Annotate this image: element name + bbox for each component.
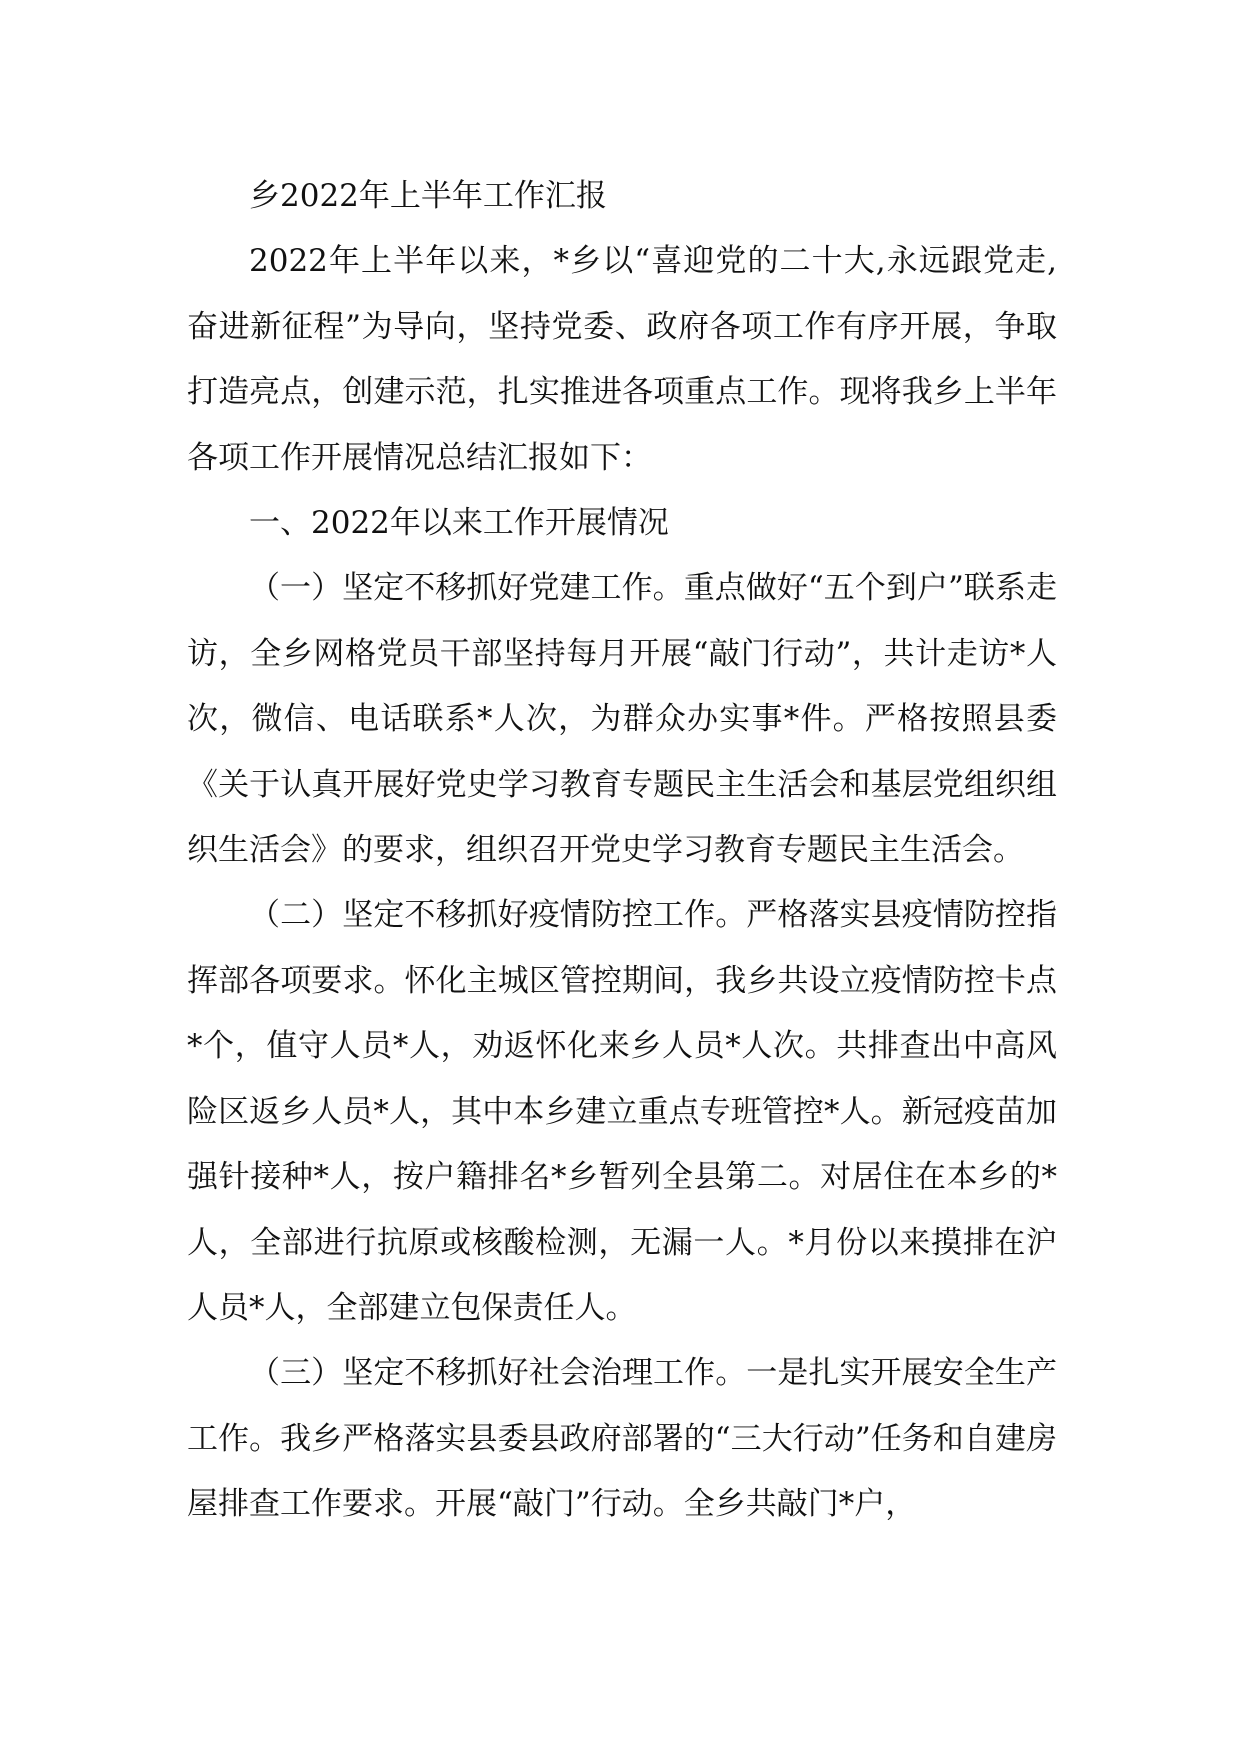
paragraph-party-building: （一）坚定不移抓好党建工作。重点做好“五个到户”联系走访，全乡网格党员干部坚持每月开展“敲门行动”，共计走访*人次，微信、电话联系*人次，为群众办实事*件。严格按照县委《关于认真开展好党史学习教育专题民主生活会和基层党组织组织生活会》的要求，组织召开党史学习教育专题民主生活会。 <box>187 570 1057 869</box>
section-heading-1: 一、2022年以来工作开展情况 <box>249 505 669 542</box>
paragraph-intro: 2022年上半年以来，*乡以“喜迎党的二十大,永远跟党走,奋进新征程”为导向，坚持党委、政府各项工作有序开展，争取打造亮点，创建示范，扎实推进各项重点工作。现将我乡上半年各项工作开展情况总结汇报如下： <box>187 243 1057 476</box>
document-title: 乡2022年上半年工作汇报 <box>249 178 607 214</box>
paragraph-social-governance: （三）坚定不移抓好社会治理工作。一是扎实开展安全生产工作。我乡严格落实县委县政府部署的“三大行动”任务和自建房屋排查工作要求。开展“敲门”行动。全乡共敲门*户， <box>187 1355 1057 1523</box>
paragraph-epidemic-control: （二）坚定不移抓好疫情防控工作。严格落实县疫情防控指挥部各项要求。怀化主城区管控期间，我乡共设立疫情防控卡点*个，值守人员*人，劝返怀化来乡人员*人次。共排查出中高风险区返乡人员*人，其中本乡建立重点专班管控*人。新冠疫苗加强针接种*人，按户籍排名*乡暂列全县第二。对居住在本乡的*人，全部进行抗原或核酸检测，无漏一人。*月份以来摸排在沪人员*人，全部建立包保责任人。 <box>187 897 1057 1326</box>
document-body <box>187 164 1057 1538</box>
